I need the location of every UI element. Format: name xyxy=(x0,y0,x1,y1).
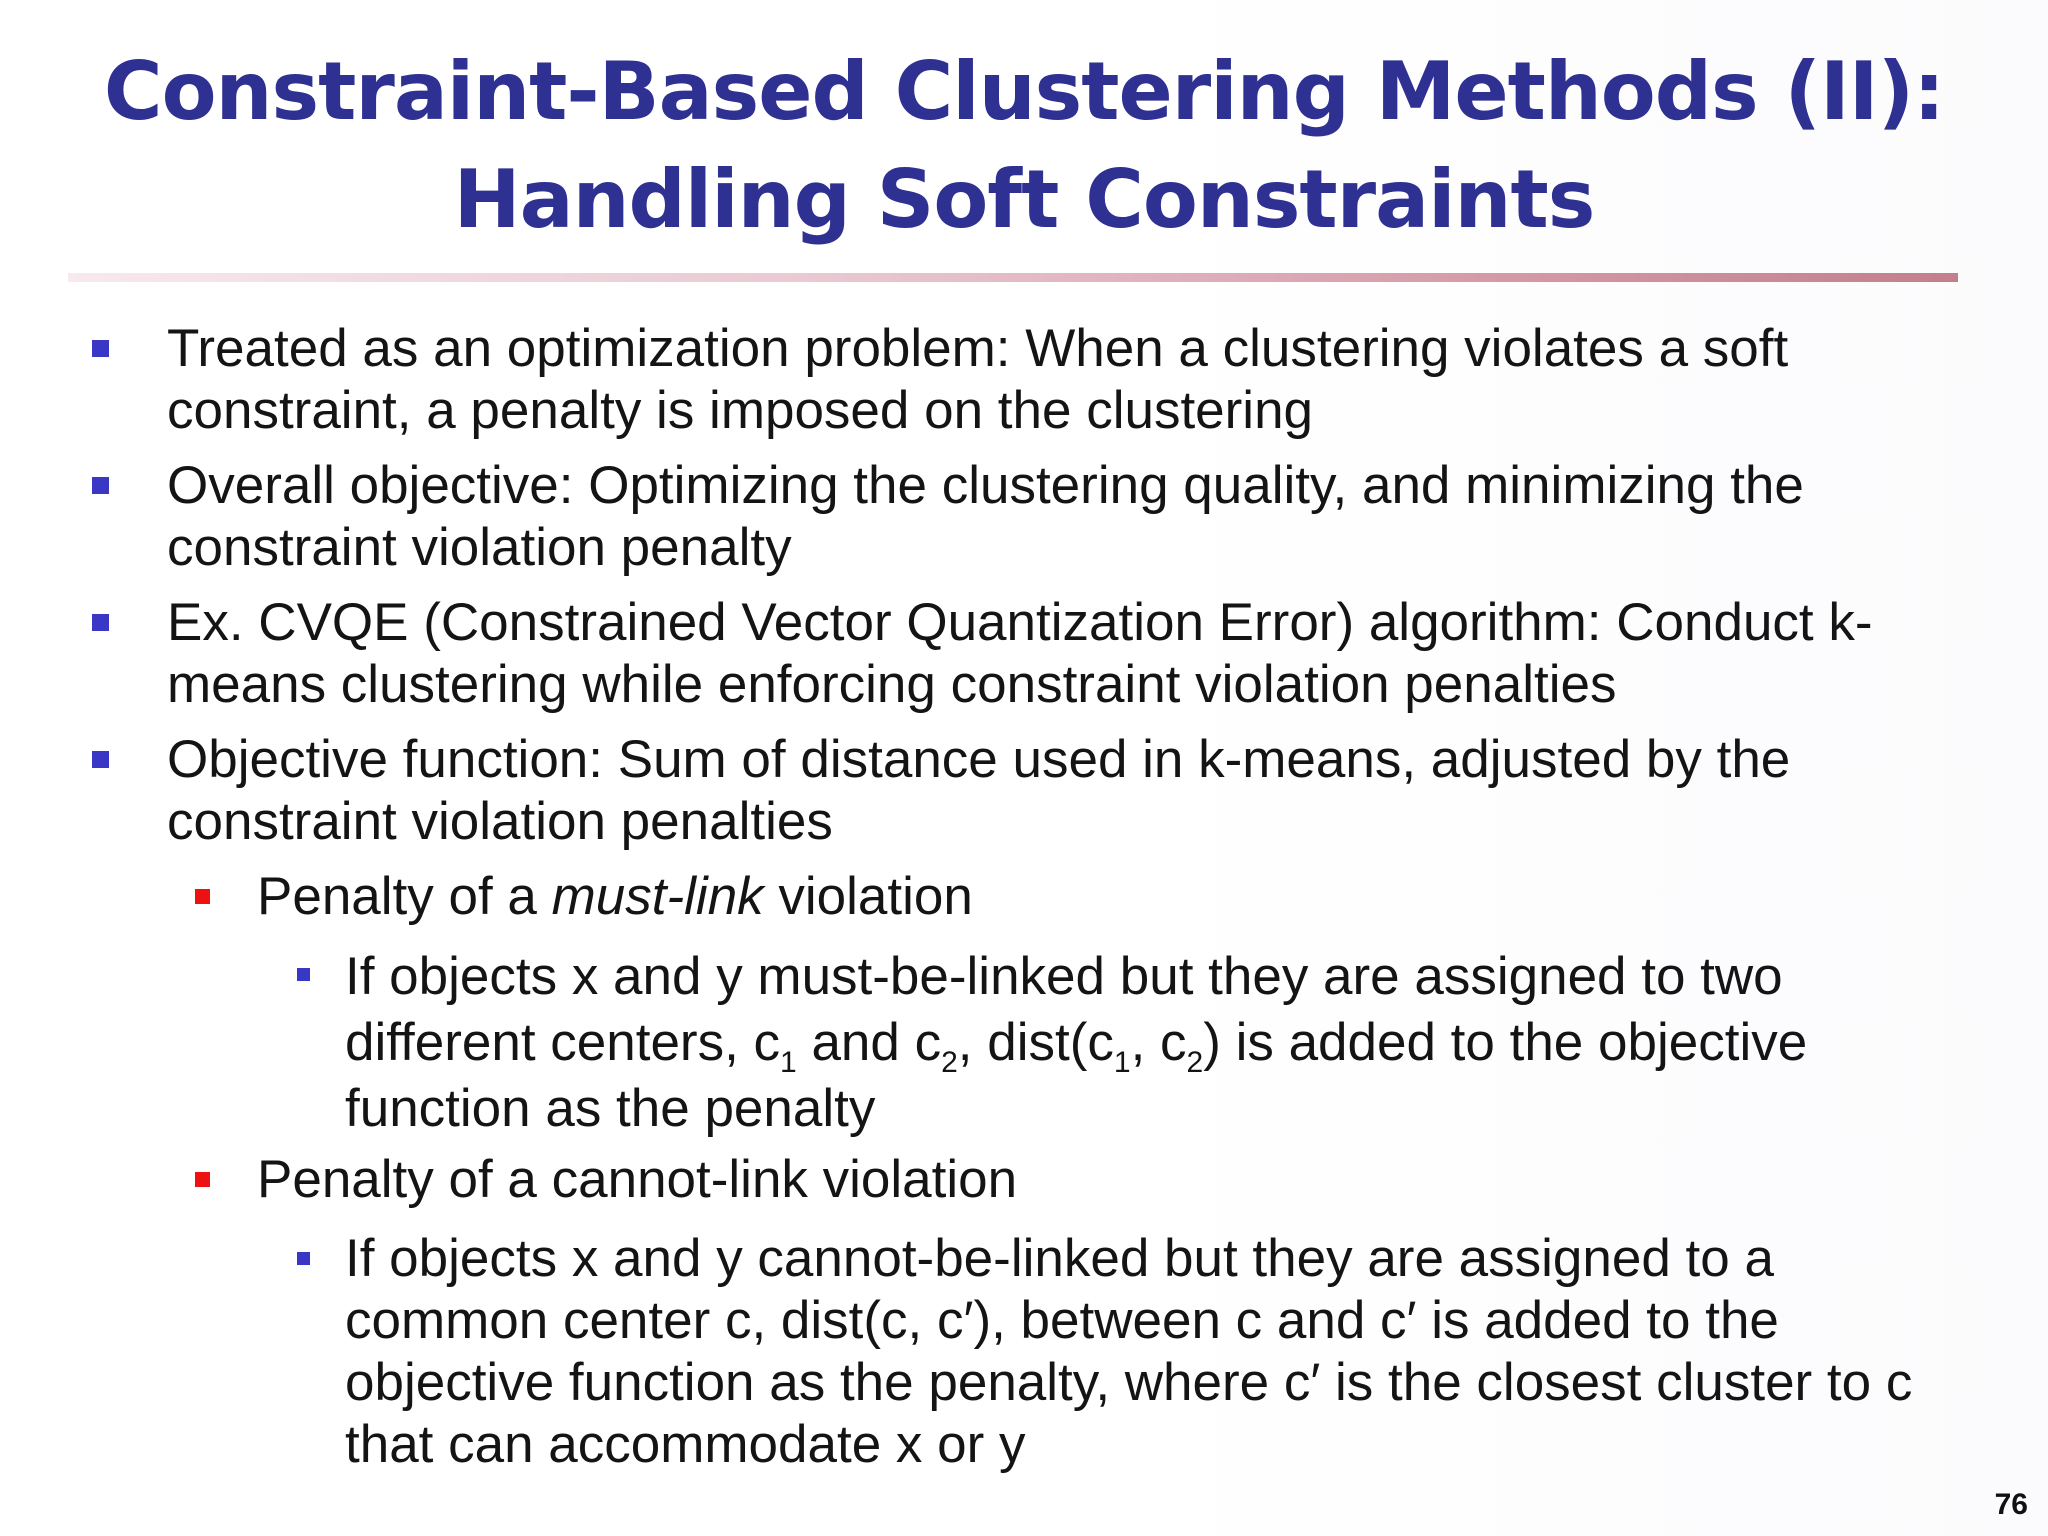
bullet-item-3 xyxy=(167,592,1967,716)
bullet-square-icon xyxy=(92,751,109,768)
sub-bullet-must-link xyxy=(257,866,1957,928)
bullet-square-red-icon xyxy=(195,1172,210,1187)
bullet-text: Overall objective: Optimizing the clustering quality, and minimizing the constraint violation penalty xyxy=(167,456,1804,577)
slide-title xyxy=(40,38,2008,254)
bullet-item-1 xyxy=(167,318,1967,442)
text-suffix: violation xyxy=(763,867,973,926)
text-part: ) is added to the objective function as the penalty xyxy=(345,1013,1808,1138)
bullet-text xyxy=(257,866,1957,928)
text-part: , c xyxy=(1130,1013,1187,1072)
subscript: 2 xyxy=(941,1046,958,1079)
bullet-square-red-icon xyxy=(195,889,210,904)
subscript: 1 xyxy=(1113,1046,1131,1079)
bullet-text: Penalty of a cannot-link violation xyxy=(257,1150,1018,1209)
title-divider xyxy=(68,273,1958,282)
text-part: If objects x and y must-be-linked but they are assigned to two different centers, c xyxy=(345,947,1783,1072)
text-prefix: Penalty of a xyxy=(257,867,552,926)
text-part: , dist(c xyxy=(957,1013,1114,1072)
title-line-2: Handling Soft Constraints xyxy=(453,153,1595,246)
bullet-square-small-icon xyxy=(297,1252,310,1265)
subscript: 2 xyxy=(1186,1046,1204,1079)
slide-number: 76 xyxy=(1994,1488,2028,1521)
title-line-1: Constraint-Based Clustering Methods (II): xyxy=(103,45,1945,138)
bullet-text: Objective function: Sum of distance used in k-means, adjusted by the constraint violation penalties xyxy=(167,730,1791,851)
bullet-square-icon xyxy=(92,340,109,357)
sub-bullet-cannot-link xyxy=(257,1149,1957,1211)
text-part: and c xyxy=(796,1013,942,1072)
bullet-square-icon xyxy=(92,614,109,631)
sub-sub-bullet-must-link-detail xyxy=(345,944,1945,1142)
bullet-item-4 xyxy=(167,729,1967,853)
emphasis-text: must-link xyxy=(551,867,764,926)
subscript: 1 xyxy=(780,1046,797,1079)
bullet-text: Ex. CVQE (Constrained Vector Quantization Error) algorithm: Conduct k-means clustering while enforcing constraint violation penalties xyxy=(167,593,1873,714)
bullet-square-small-icon xyxy=(297,968,310,981)
bullet-text: If objects x and y cannot-be-linked but they are assigned to a common center c, dist(c, c′), between c and c′ is added to the objective function as the penalty, where c′ is the closest cluster to c that can accommodate x or y xyxy=(345,1229,1913,1474)
sub-sub-bullet-cannot-link-detail xyxy=(345,1228,1945,1476)
bullet-text xyxy=(345,944,1945,1142)
bullet-item-2 xyxy=(167,455,1967,579)
bullet-square-icon xyxy=(92,477,109,494)
bullet-text: Treated as an optimization problem: When a clustering violates a soft constraint, a penalty is imposed on the clustering xyxy=(167,319,1789,440)
